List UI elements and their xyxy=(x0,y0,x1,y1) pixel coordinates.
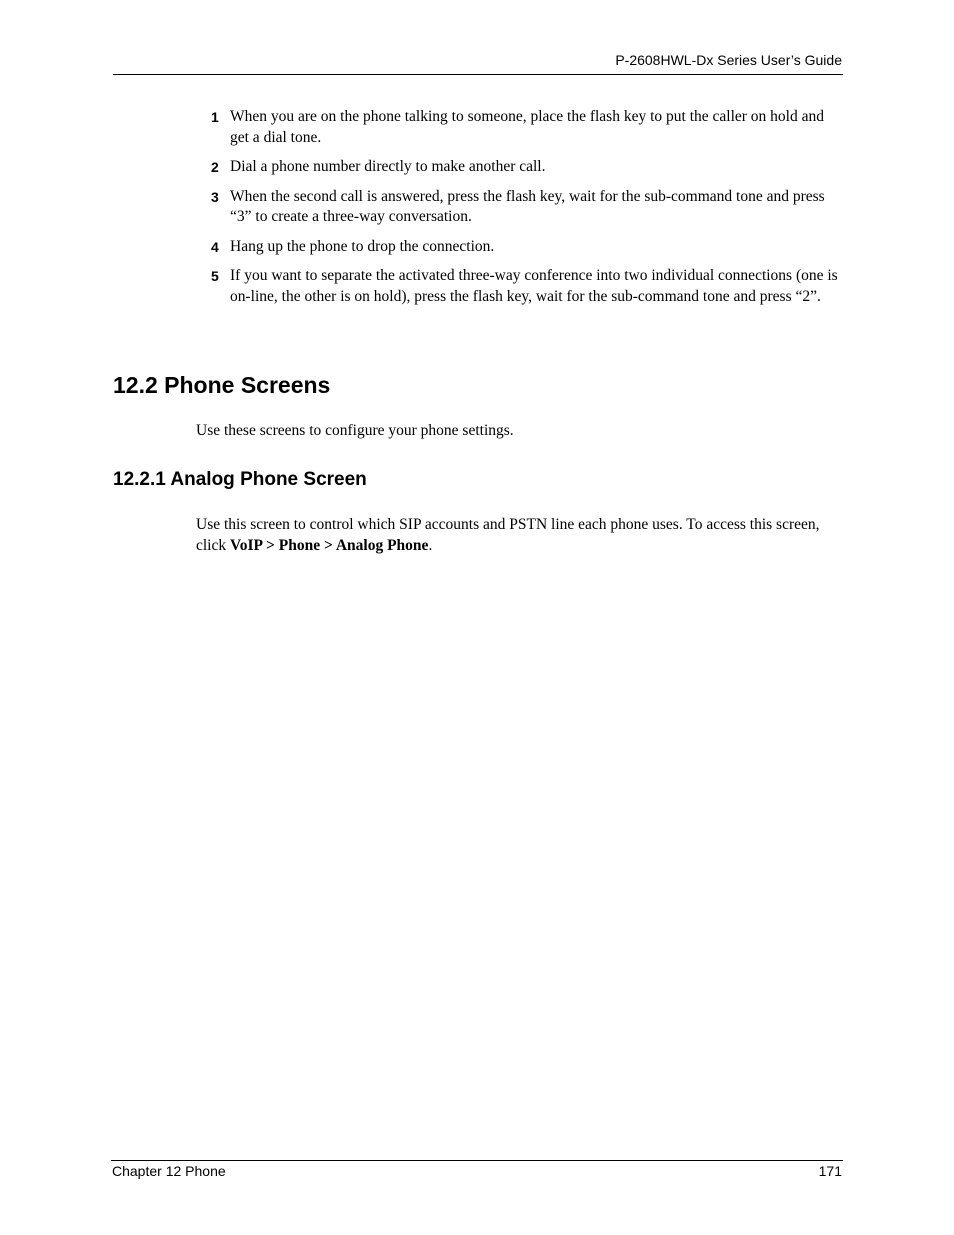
footer-chapter: Chapter 12 Phone xyxy=(112,1163,226,1179)
menu-path-separator: > xyxy=(262,536,279,554)
step-item xyxy=(211,107,843,148)
paragraph-text: Use this screen to control which SIP accounts and PSTN line each phone uses. To access this screen, click xyxy=(196,516,820,554)
section-intro: Use these screens to configure your phone settings. xyxy=(196,422,514,439)
step-number: 4 xyxy=(211,238,219,255)
step-text: Hang up the phone to drop the connection. xyxy=(230,237,495,255)
step-number: 5 xyxy=(211,268,219,284)
paragraph-end: . xyxy=(428,536,433,554)
step-item xyxy=(211,187,843,228)
section-heading: 12.2 Phone Screens xyxy=(113,372,331,398)
menu-path-phone: Phone xyxy=(278,536,321,554)
step-text: Dial a phone number directly to make another call. xyxy=(230,158,546,175)
footer-rule xyxy=(111,1160,843,1161)
step-item xyxy=(211,157,843,178)
menu-path-separator: > xyxy=(320,536,336,554)
procedure-steps xyxy=(211,107,843,316)
header-rule xyxy=(113,74,843,75)
step-number: 3 xyxy=(211,188,219,205)
step-text: When the second call is answered, press the flash key, wait for the sub-command tone and press “3” to create a three-way conversation. xyxy=(230,187,825,225)
footer-page-number: 171 xyxy=(818,1163,842,1179)
menu-path-voip: VoIP xyxy=(230,536,263,554)
step-text: If you want to separate the activated three-way conference into two individual connections (one is on-line, the other is on hold), press the flash key, wait for the sub-command tone and press “2”. xyxy=(230,267,838,305)
step-text: When you are on the phone talking to someone, place the flash key to put the caller on hold and get a dial tone. xyxy=(230,108,824,146)
step-number: 1 xyxy=(211,109,219,125)
subsection-heading: 12.2.1 Analog Phone Screen xyxy=(113,469,367,490)
menu-path-analog-phone: Analog Phone xyxy=(335,536,429,554)
subsection-paragraph xyxy=(196,515,843,556)
step-item xyxy=(211,266,843,307)
step-item xyxy=(211,237,843,258)
running-header-title: P-2608HWL-Dx Series User’s Guide xyxy=(615,52,842,68)
step-number: 2 xyxy=(211,159,219,175)
